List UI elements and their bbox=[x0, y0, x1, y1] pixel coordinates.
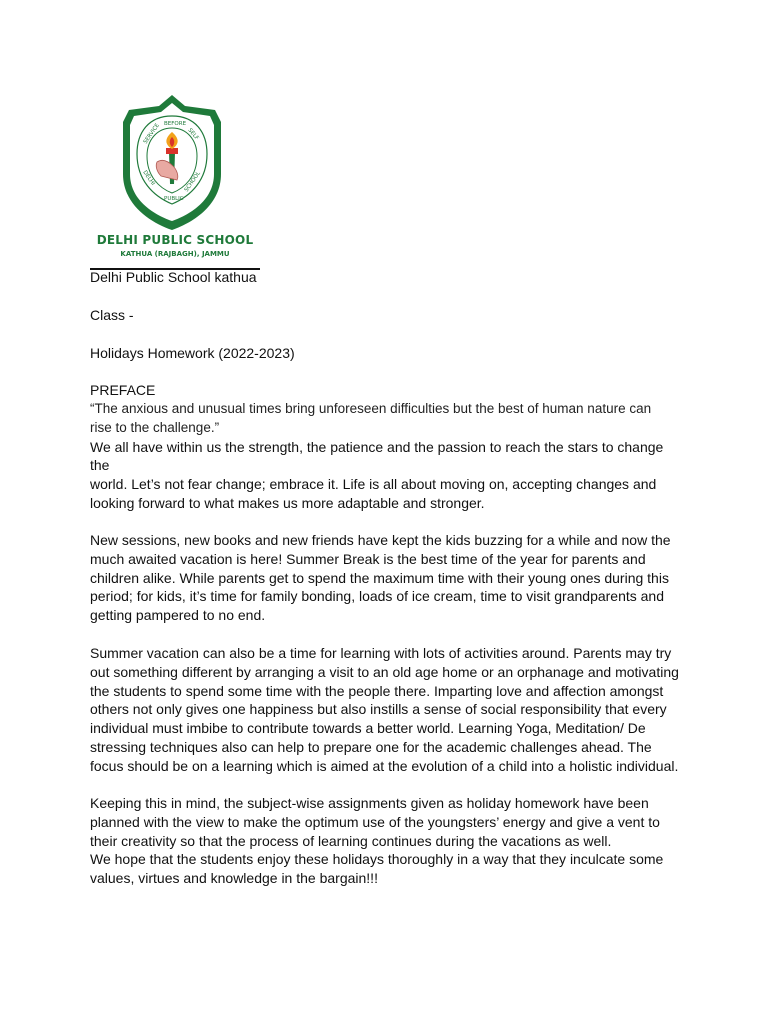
paragraph-line: much awaited vacation is here! Summer Break is the best time of the year for parents and bbox=[90, 550, 646, 567]
vacation-paragraph bbox=[90, 531, 690, 625]
paragraph-line: focus should be on a learning which is aimed at the evolution of a child into a holistic individual. bbox=[90, 757, 679, 774]
paragraph-line: children alike. While parents get to spend the maximum time with their young ones during this bbox=[90, 569, 669, 586]
preface-heading: PREFACE bbox=[90, 382, 156, 398]
quote-line: rise to the challenge.” bbox=[90, 419, 220, 435]
paragraph-line: their creativity so that the process of learning continues during the vacations as well. bbox=[90, 832, 612, 849]
logo-school-name: DELHI PUBLIC SCHOOL bbox=[96, 233, 254, 247]
svg-text:SERVICE: SERVICE bbox=[142, 122, 161, 146]
paragraph-line: We all have within us the strength, the patience and the passion to reach the stars to change bbox=[90, 438, 664, 455]
svg-text:DELHI: DELHI bbox=[141, 169, 156, 187]
preface-paragraph bbox=[90, 400, 690, 513]
paragraph-line: stressing techniques also can help to prepare one for the academic challenges ahead. The bbox=[90, 738, 652, 755]
paragraph-line: individual must imbibe to contribute towards a better world. Learning Yoga, Meditation/ De bbox=[90, 720, 646, 737]
closing-paragraph bbox=[90, 794, 690, 888]
paragraph-line: out something different by arranging a visit to an old age home or an orphanage and motivating bbox=[90, 663, 679, 680]
paragraph-line: getting pampered to no end. bbox=[90, 607, 266, 624]
paragraph-line: the bbox=[90, 457, 110, 474]
paragraph-line: planned with the view to make the optimum use of the youngsters’ energy and give a vent to bbox=[90, 813, 660, 830]
school-line: Delhi Public School kathua bbox=[90, 269, 257, 285]
svg-text:PUBLIC: PUBLIC bbox=[164, 196, 184, 202]
learning-paragraph bbox=[90, 644, 690, 776]
paragraph-line: the students to spend some time with the people there. Imparting love and affection amongst bbox=[90, 682, 664, 699]
paragraph-line: We hope that the students enjoy these holidays thoroughly in a way that they inculcate some bbox=[90, 851, 664, 868]
paragraph-line: Summer vacation can also be a time for learning with lots of activities around. Parents may try bbox=[90, 645, 672, 661]
document-title: Holidays Homework (2022-2023) bbox=[90, 345, 295, 361]
class-line: Class - bbox=[90, 307, 134, 323]
paragraph-line: Keeping this in mind, the subject-wise assignments given as holiday homework have been bbox=[90, 795, 649, 811]
quote-line: “The anxious and unusual times bring unforeseen difficulties but the best of human nature can bbox=[90, 401, 652, 416]
paragraph-line: others not only gives one happiness but also instills a sense of social responsibility that every bbox=[90, 701, 667, 718]
svg-text:SELF: SELF bbox=[186, 127, 200, 142]
school-crest-icon bbox=[117, 92, 227, 232]
paragraph-line: world. Let’s not fear change; embrace it. Life is all about moving on, accepting changes and bbox=[90, 476, 657, 493]
paragraph-line: New sessions, new books and new friends have kept the kids buzzing for a while and now the bbox=[90, 532, 671, 548]
svg-text:BEFORE: BEFORE bbox=[164, 121, 187, 127]
svg-text:SCHOOL: SCHOOL bbox=[183, 170, 202, 194]
school-logo bbox=[90, 90, 260, 270]
paragraph-line: looking forward to what makes us more adaptable and stronger. bbox=[90, 494, 485, 511]
paragraph-line: period; for kids, it’s time for family bonding, loads of ice cream, time to visit grandparents and bbox=[90, 588, 665, 605]
logo-location: KATHUA (RAJBAGH), JAMMU bbox=[120, 250, 230, 258]
paragraph-line: values, virtues and knowledge in the bargain!!! bbox=[90, 870, 378, 887]
